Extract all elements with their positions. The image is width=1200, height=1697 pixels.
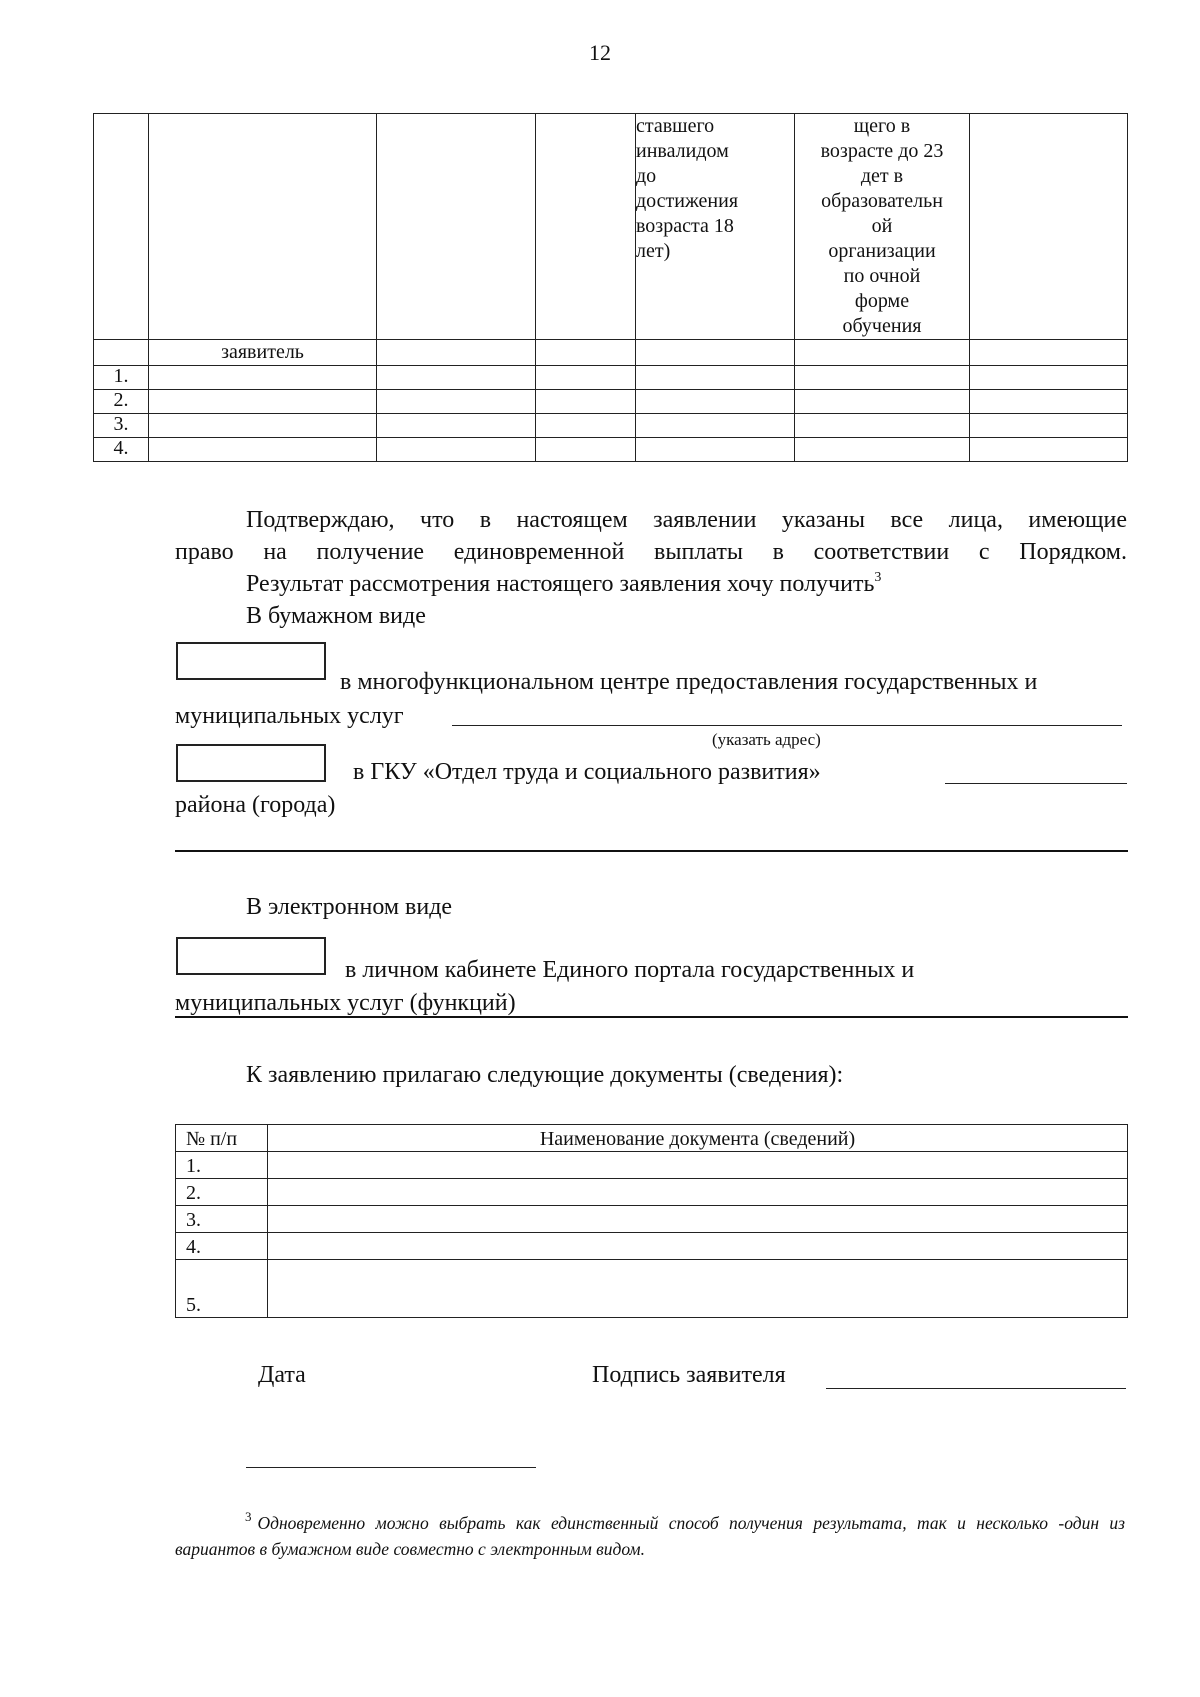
mfc-checkbox[interactable] [176,642,326,680]
doc-name-cell[interactable] [268,1233,1128,1260]
documents-table [175,1124,1128,1318]
table-row: 2. [94,390,1128,414]
address-hint: (указать адрес) [712,730,821,749]
footnote-marker: 3 [245,1509,252,1524]
doc-name-cell[interactable] [268,1152,1128,1179]
result-text: Результат рассмотрения настоящего заявления хочу получить$^3$ [246,570,882,597]
applicant-label: заявитель [149,340,377,366]
gku-checkbox[interactable] [176,744,326,782]
page-number: 12 [589,40,611,65]
footnote: $^3$ Одновременно можно выбрать как единственный способ получения результата, так и несколько -один из вариантов в бумажном виде совместно с электронным видом. [175,1509,1125,1559]
gku-district-line[interactable] [945,758,1127,784]
header-cell-col5: ставшего инвалидом до достижения возраста 18 лет) [636,114,795,340]
footnote-ref: 3 [874,570,882,585]
doc-name-cell[interactable] [268,1179,1128,1206]
applicants-table [93,113,1128,462]
date-label: Дата [258,1362,306,1388]
signature-label: Подпись заявителя [592,1362,786,1388]
footnote-separator [246,1467,536,1468]
portal-line-1: в личном кабинете Единого портала государственных и [345,957,915,983]
table-row: 4. [94,438,1128,462]
applicant-row [94,340,1128,366]
gku-line-1: в ГКУ «Отдел труда и социального развития» [353,759,821,785]
col-name-header: Наименование документа (сведений) [268,1125,1128,1152]
signature-line[interactable] [826,1360,1126,1389]
mfc-address-line[interactable] [452,698,1122,726]
portal-checkbox[interactable] [176,937,326,975]
doc-name-cell[interactable] [268,1206,1128,1233]
table-row: 3. [176,1206,1128,1233]
confirm-line-2: право на получение единовременной выплаты в соответствии с Порядком. [175,539,1127,565]
attachments-heading: К заявлению прилагаю следующие документы (сведения): [246,1062,844,1088]
table-header-row [176,1125,1128,1152]
gku-line-2: района (города) [175,792,336,818]
table-row: 1. [94,366,1128,390]
portal-line-2: муниципальных услуг (функций) [175,990,516,1016]
table-row: 4. [176,1233,1128,1260]
confirm-line-1: Подтверждаю, что в настоящем заявлении указаны все лица, имеющие [246,507,1127,533]
col-num-header: № п/п [176,1125,268,1152]
divider-line [175,850,1128,852]
table-row: 5. [176,1260,1128,1318]
header-cell-col6: щего в возрасте до 23 дет в образовательн ой организации по очной форме обучения [795,114,970,340]
table-header-row [94,114,1128,340]
table-row: 2. [176,1179,1128,1206]
mfc-line-1: в многофункциональном центре предоставления государственных и [340,669,1038,695]
electronic-heading: В электронном виде [246,894,453,920]
mfc-line-2: муниципальных услуг [175,703,404,729]
table-row: 3. [94,414,1128,438]
doc-name-cell[interactable] [268,1260,1128,1318]
table-row: 1. [176,1152,1128,1179]
portal-underline [175,1016,1128,1018]
paper-heading: В бумажном виде [246,603,426,629]
